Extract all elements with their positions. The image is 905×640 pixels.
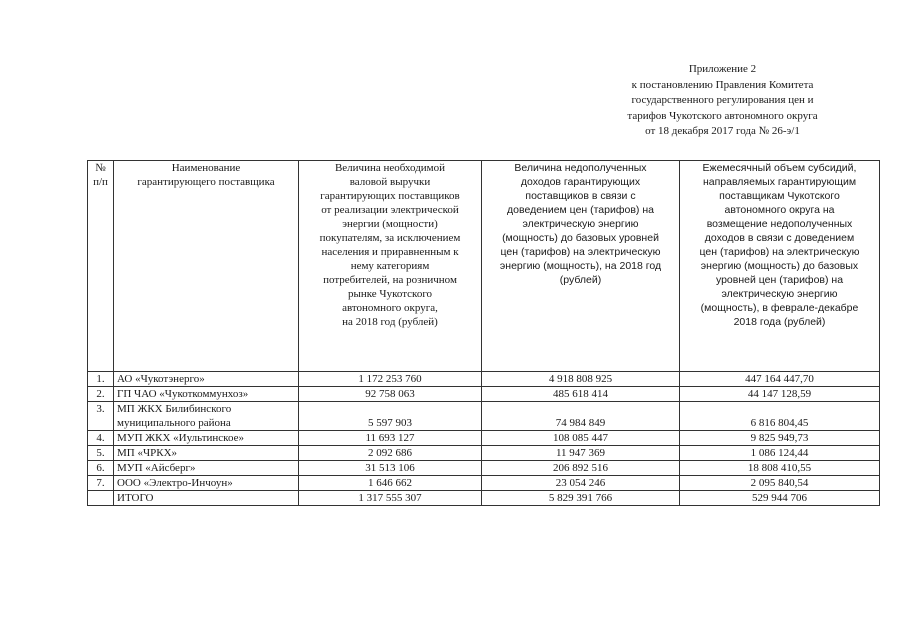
appendix-header — [560, 62, 885, 140]
total-revenue: 1 317 555 307 — [299, 491, 482, 506]
row-num: 6. — [88, 461, 114, 476]
table-row — [88, 431, 880, 446]
row-num: 4. — [88, 431, 114, 446]
row-num: 1. — [88, 372, 114, 387]
header-revenue: Величина необходимой валовой выручки гарантирующих поставщиков от реализации электрической энергии (мощности) покупателям, за исключением населения и приравненным к нему категориям потребителей, на розничном рынке Чукотского автономного округа, на 2018 год (рублей) — [299, 161, 482, 372]
row-subsidy: 2 095 840,54 — [680, 476, 880, 491]
total-loss: 5 829 391 766 — [482, 491, 680, 506]
row-num: 5. — [88, 446, 114, 461]
header-subsidy: Ежемесячный объем субсидий, направляемых гарантирующим поставщикам Чукотского автономного округа на возмещение недополученных доходов в связи с доведением цен (тарифов) на электрическую энергию (мощность) до базовых уровней цен (тарифов) на электрическую энергию (мощность), в феврале-декабре 2018 года (рублей) — [680, 161, 880, 372]
row-name: МП ЖКХ Билибинского муниципального района — [114, 402, 299, 431]
row-subsidy: 9 825 949,73 — [680, 431, 880, 446]
row-name: МУП «Айсберг» — [114, 461, 299, 476]
row-name: МУП ЖКХ «Иультинское» — [114, 431, 299, 446]
table-row — [88, 461, 880, 476]
row-revenue: 92 758 063 — [299, 387, 482, 402]
row-revenue: 5 597 903 — [299, 402, 482, 431]
row-revenue: 31 513 106 — [299, 461, 482, 476]
row-name: ООО «Электро-Инчоун» — [114, 476, 299, 491]
table-total-row — [88, 491, 880, 506]
table-row — [88, 476, 880, 491]
table-row — [88, 446, 880, 461]
row-num: 7. — [88, 476, 114, 491]
row-loss: 11 947 369 — [482, 446, 680, 461]
appendix-line: тарифов Чукотского автономного округа — [627, 109, 818, 122]
header-num: № п/п — [88, 161, 114, 372]
row-name: АО «Чукотэнерго» — [114, 372, 299, 387]
row-loss: 108 085 447 — [482, 431, 680, 446]
row-subsidy: 447 164 447,70 — [680, 372, 880, 387]
subsidy-table — [87, 160, 880, 506]
row-name: ГП ЧАО «Чукоткоммунхоз» — [114, 387, 299, 402]
appendix-date-line: от 18 декабря 2017 года № 26-э/1 — [645, 125, 800, 137]
table-row — [88, 387, 880, 402]
row-loss: 485 618 414 — [482, 387, 680, 402]
total-num — [88, 491, 114, 506]
row-revenue: 1 646 662 — [299, 476, 482, 491]
total-label: ИТОГО — [114, 491, 299, 506]
appendix-line: государственного регулирования цен и — [631, 94, 814, 106]
row-loss: 23 054 246 — [482, 476, 680, 491]
row-subsidy: 18 808 410,55 — [680, 461, 880, 476]
table-header-row — [88, 161, 880, 372]
row-num: 2. — [88, 387, 114, 402]
row-num: 3. — [88, 402, 114, 431]
appendix-title: Приложение 2 — [688, 63, 757, 75]
table-row — [88, 372, 880, 387]
header-loss: Величина недополученных доходов гарантирующих поставщиков в связи с доведением цен (тарифов) на электрическую энергию (мощность) до базовых уровней цен (тарифов) на электрическую энергию (мощность), на 2018 год (рублей) — [482, 161, 680, 372]
row-subsidy: 44 147 128,59 — [680, 387, 880, 402]
row-revenue: 2 092 686 — [299, 446, 482, 461]
appendix-line: к постановлению Правления Комитета — [631, 78, 814, 91]
row-loss: 4 918 808 925 — [482, 372, 680, 387]
row-revenue: 11 693 127 — [299, 431, 482, 446]
row-subsidy: 6 816 804,45 — [680, 402, 880, 431]
row-revenue: 1 172 253 760 — [299, 372, 482, 387]
header-name: Наименование гарантирующего поставщика — [114, 161, 299, 372]
total-subsidy: 529 944 706 — [680, 491, 880, 506]
row-loss: 74 984 849 — [482, 402, 680, 431]
row-name: МП «ЧРКХ» — [114, 446, 299, 461]
table-row — [88, 402, 880, 431]
row-subsidy: 1 086 124,44 — [680, 446, 880, 461]
row-loss: 206 892 516 — [482, 461, 680, 476]
